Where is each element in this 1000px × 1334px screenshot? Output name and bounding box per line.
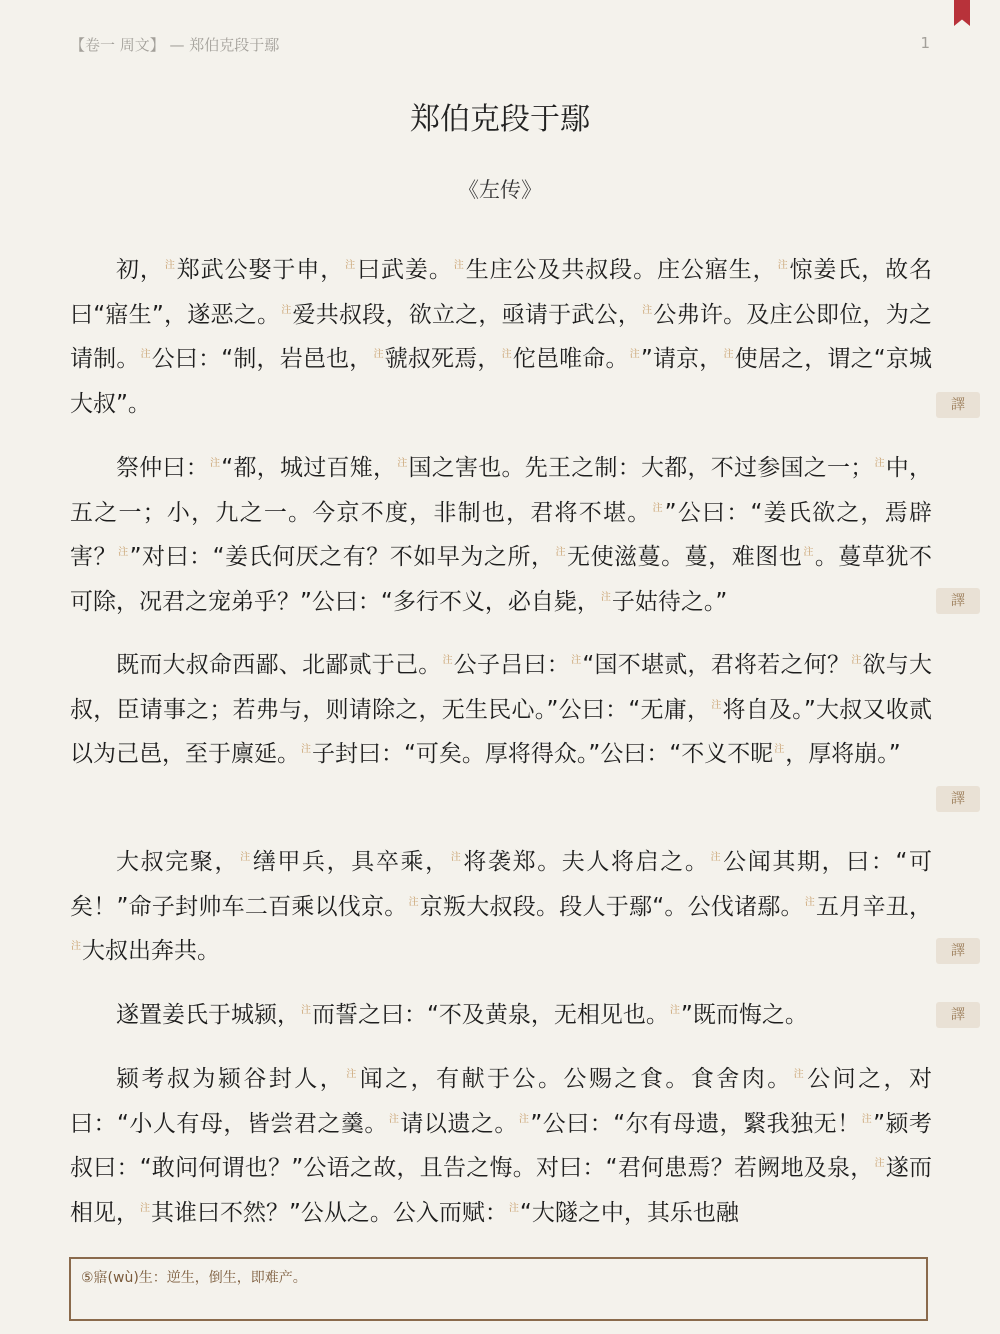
text-segment: 既而大叔命西鄙、北鄙贰于己。 <box>116 652 442 678</box>
footnote-marker[interactable]: 注 <box>118 547 129 559</box>
bookmark-icon[interactable] <box>954 0 970 26</box>
footnote-marker[interactable]: 注 <box>210 458 221 470</box>
paragraph <box>70 840 932 974</box>
text-segment: 中，五之一；小，九之一。今京不度，非制也，君将不堪。 <box>70 455 933 526</box>
text-segment: 郑武公娶于申， <box>176 257 345 283</box>
footnote-marker[interactable]: 注 <box>240 852 252 864</box>
text-segment: 公问之，对曰：“小人有母，皆尝君之羹。 <box>70 1066 932 1137</box>
text-segment: 公曰：“制，岩邑也， <box>151 346 373 372</box>
footnote-marker[interactable]: 注 <box>642 304 653 316</box>
footnote-marker[interactable]: 注 <box>140 349 151 361</box>
text-segment: 大叔出奔共。 <box>82 938 220 964</box>
text-segment: 颍考叔为颍谷封人， <box>116 1066 346 1092</box>
footnote-marker[interactable]: 注 <box>453 260 465 272</box>
footnote-marker[interactable]: 注 <box>861 1113 873 1125</box>
text-segment: 佗邑唯命。 <box>512 346 629 372</box>
footnote-marker[interactable]: 注 <box>874 1158 885 1170</box>
text-segment: 子姑待之。” <box>611 588 728 615</box>
footnote-marker[interactable]: 注 <box>804 896 816 908</box>
text-segment: 请以遗之。 <box>400 1110 518 1137</box>
text-segment: 祭仲曰： <box>116 455 210 481</box>
text-segment: ”既而悔之。 <box>680 1002 808 1028</box>
text-segment: ”请京， <box>640 346 723 372</box>
footnote-text: ⑤寤(wù)生：逆生，倒生，即难产。 <box>81 1270 307 1286</box>
footnote-marker[interactable]: 注 <box>71 941 81 953</box>
page-title: 郑伯克段于鄢 <box>410 102 590 137</box>
text-segment: ”对曰：“姜氏何厌之有？不如早为之所， <box>129 544 555 570</box>
text-segment: ”公曰：“姜氏欲之，焉辟害？ <box>70 499 932 570</box>
text-segment: 五月辛丑， <box>816 893 933 920</box>
footnote-marker[interactable]: 注 <box>710 852 723 864</box>
header-bar <box>70 30 930 60</box>
text-segment: ，厚将崩。” <box>785 741 901 767</box>
text-segment: ”公曰：“尔有母遗，繄我独无！ <box>530 1110 861 1137</box>
translate-button[interactable]: 譯 <box>936 1002 980 1028</box>
translate-button[interactable]: 譯 <box>936 938 980 964</box>
text-segment: 大叔完聚， <box>116 849 240 875</box>
footnote-popup <box>69 1257 928 1321</box>
text-segment: “大隧之中，其乐也融 <box>519 1199 739 1226</box>
footnote-marker[interactable]: 注 <box>555 547 567 559</box>
text-segment: 遂置姜氏于城颍， <box>116 1002 300 1028</box>
text-segment: 子封曰：“可矣。厚将得众。”公曰：“不义不昵 <box>312 741 774 767</box>
paragraph <box>70 1057 932 1235</box>
text-segment: 欲与大叔，臣请事之；若弗与，则请除之，无生民心。”公曰：“无庸， <box>70 652 933 723</box>
footnote-marker[interactable]: 注 <box>571 655 582 667</box>
footnote-marker[interactable]: 注 <box>600 591 611 603</box>
text-segment: 国之害也。先王之制：大都，不过参国之一； <box>408 455 874 481</box>
text-segment: 爱共叔段，欲立之，亟请于武公， <box>292 301 642 328</box>
footnote-marker[interactable]: 注 <box>388 1113 400 1125</box>
translate-button[interactable]: 譯 <box>936 392 980 418</box>
page-number: 1 <box>920 34 930 52</box>
translate-button[interactable]: 譯 <box>936 786 980 812</box>
text-segment: 公子吕曰： <box>453 652 571 678</box>
translate-button[interactable]: 譯 <box>936 588 980 614</box>
text-segment: 缮甲兵，具卒乘， <box>252 849 450 875</box>
footnote-marker[interactable]: 注 <box>508 1202 519 1214</box>
text-segment: 公弗许。及庄公即位，为之请制。 <box>70 301 933 372</box>
text-segment: 虢叔死焉， <box>384 346 501 372</box>
paragraph <box>70 993 932 1038</box>
footnote-marker[interactable]: 注 <box>281 304 292 316</box>
footnote-marker[interactable]: 注 <box>723 349 734 361</box>
footnote-marker[interactable]: 注 <box>629 349 640 361</box>
footnote-marker[interactable]: 注 <box>777 260 789 272</box>
source-attribution: 《左传》 <box>458 178 542 202</box>
footnote-marker[interactable]: 注 <box>345 260 357 272</box>
footnote-marker[interactable]: 注 <box>518 1113 530 1125</box>
text-segment: 曰武姜。 <box>357 257 453 283</box>
footnote-marker[interactable]: 注 <box>397 458 408 470</box>
text-segment: 京叛大叔段。段人于鄢“。公伐诸鄢。 <box>419 893 804 920</box>
text-segment: 生庄公及共叔段。庄公寤生， <box>465 257 777 283</box>
paragraph <box>70 643 932 777</box>
footnote-marker[interactable]: 注 <box>140 1202 150 1214</box>
text-segment: 。蔓草犹不可除，况君之宠弟乎？”公曰：“多行不义，必自毙， <box>70 544 933 615</box>
text-segment: 闻之，有献于公。公赐之食。食舍肉。 <box>359 1066 793 1092</box>
text-segment: 初， <box>116 257 164 283</box>
footnote-marker[interactable]: 注 <box>301 744 311 756</box>
footnote-marker[interactable]: 注 <box>346 1069 359 1081</box>
footnote-marker[interactable]: 注 <box>164 260 176 272</box>
text-segment: “国不堪贰，君将若之何？ <box>582 652 851 678</box>
footnote-marker[interactable]: 注 <box>774 744 785 756</box>
footnote-marker[interactable]: 注 <box>408 896 419 908</box>
text-segment: 将自及。”大叔又收贰以为己邑，至于廪延。 <box>70 696 932 767</box>
footnote-marker[interactable]: 注 <box>373 349 384 361</box>
text-segment: 其谁曰不然？”公从之。公入而赋： <box>151 1199 508 1226</box>
footnote-marker[interactable]: 注 <box>803 547 814 559</box>
footnote-marker[interactable]: 注 <box>851 655 862 667</box>
text-segment: 遂而相见， <box>70 1155 933 1226</box>
footnote-marker[interactable]: 注 <box>501 349 512 361</box>
footnote-marker[interactable]: 注 <box>669 1005 680 1017</box>
footnote-marker[interactable]: 注 <box>711 699 722 711</box>
text-segment: 使居之，谓之“京城大叔”。 <box>70 346 933 417</box>
text-segment: “都，城过百雉， <box>221 455 397 481</box>
text-segment: 无使滋蔓。蔓，难图也 <box>567 544 803 570</box>
footnote-marker[interactable]: 注 <box>450 852 463 864</box>
text-segment: ”颍考叔曰：“敢问何谓也？”公语之故，且告之悔。对曰：“君何患焉？若阙地及泉， <box>70 1110 933 1181</box>
breadcrumb[interactable]: 【卷一 周文】 — 郑伯克段于鄢 <box>70 36 280 54</box>
text-segment: 将袭郑。夫人将启之。 <box>463 849 710 875</box>
footnote-marker[interactable]: 注 <box>301 1005 311 1017</box>
text-segment: 公闻其期，曰：“可矣！”命子封帅车二百乘以伐京。 <box>70 849 933 920</box>
footnote-marker[interactable]: 注 <box>874 458 885 470</box>
text-segment: 惊姜氏，故名曰“寤生”，遂恶之。 <box>70 257 933 328</box>
paragraph <box>70 446 932 624</box>
text-segment: 而誓之曰：“不及黄泉，无相见也。 <box>312 1002 669 1028</box>
paragraph <box>70 248 932 426</box>
footnote-marker[interactable]: 注 <box>652 502 664 514</box>
footnote-marker[interactable]: 注 <box>442 655 453 667</box>
footnote-marker[interactable]: 注 <box>793 1069 807 1081</box>
